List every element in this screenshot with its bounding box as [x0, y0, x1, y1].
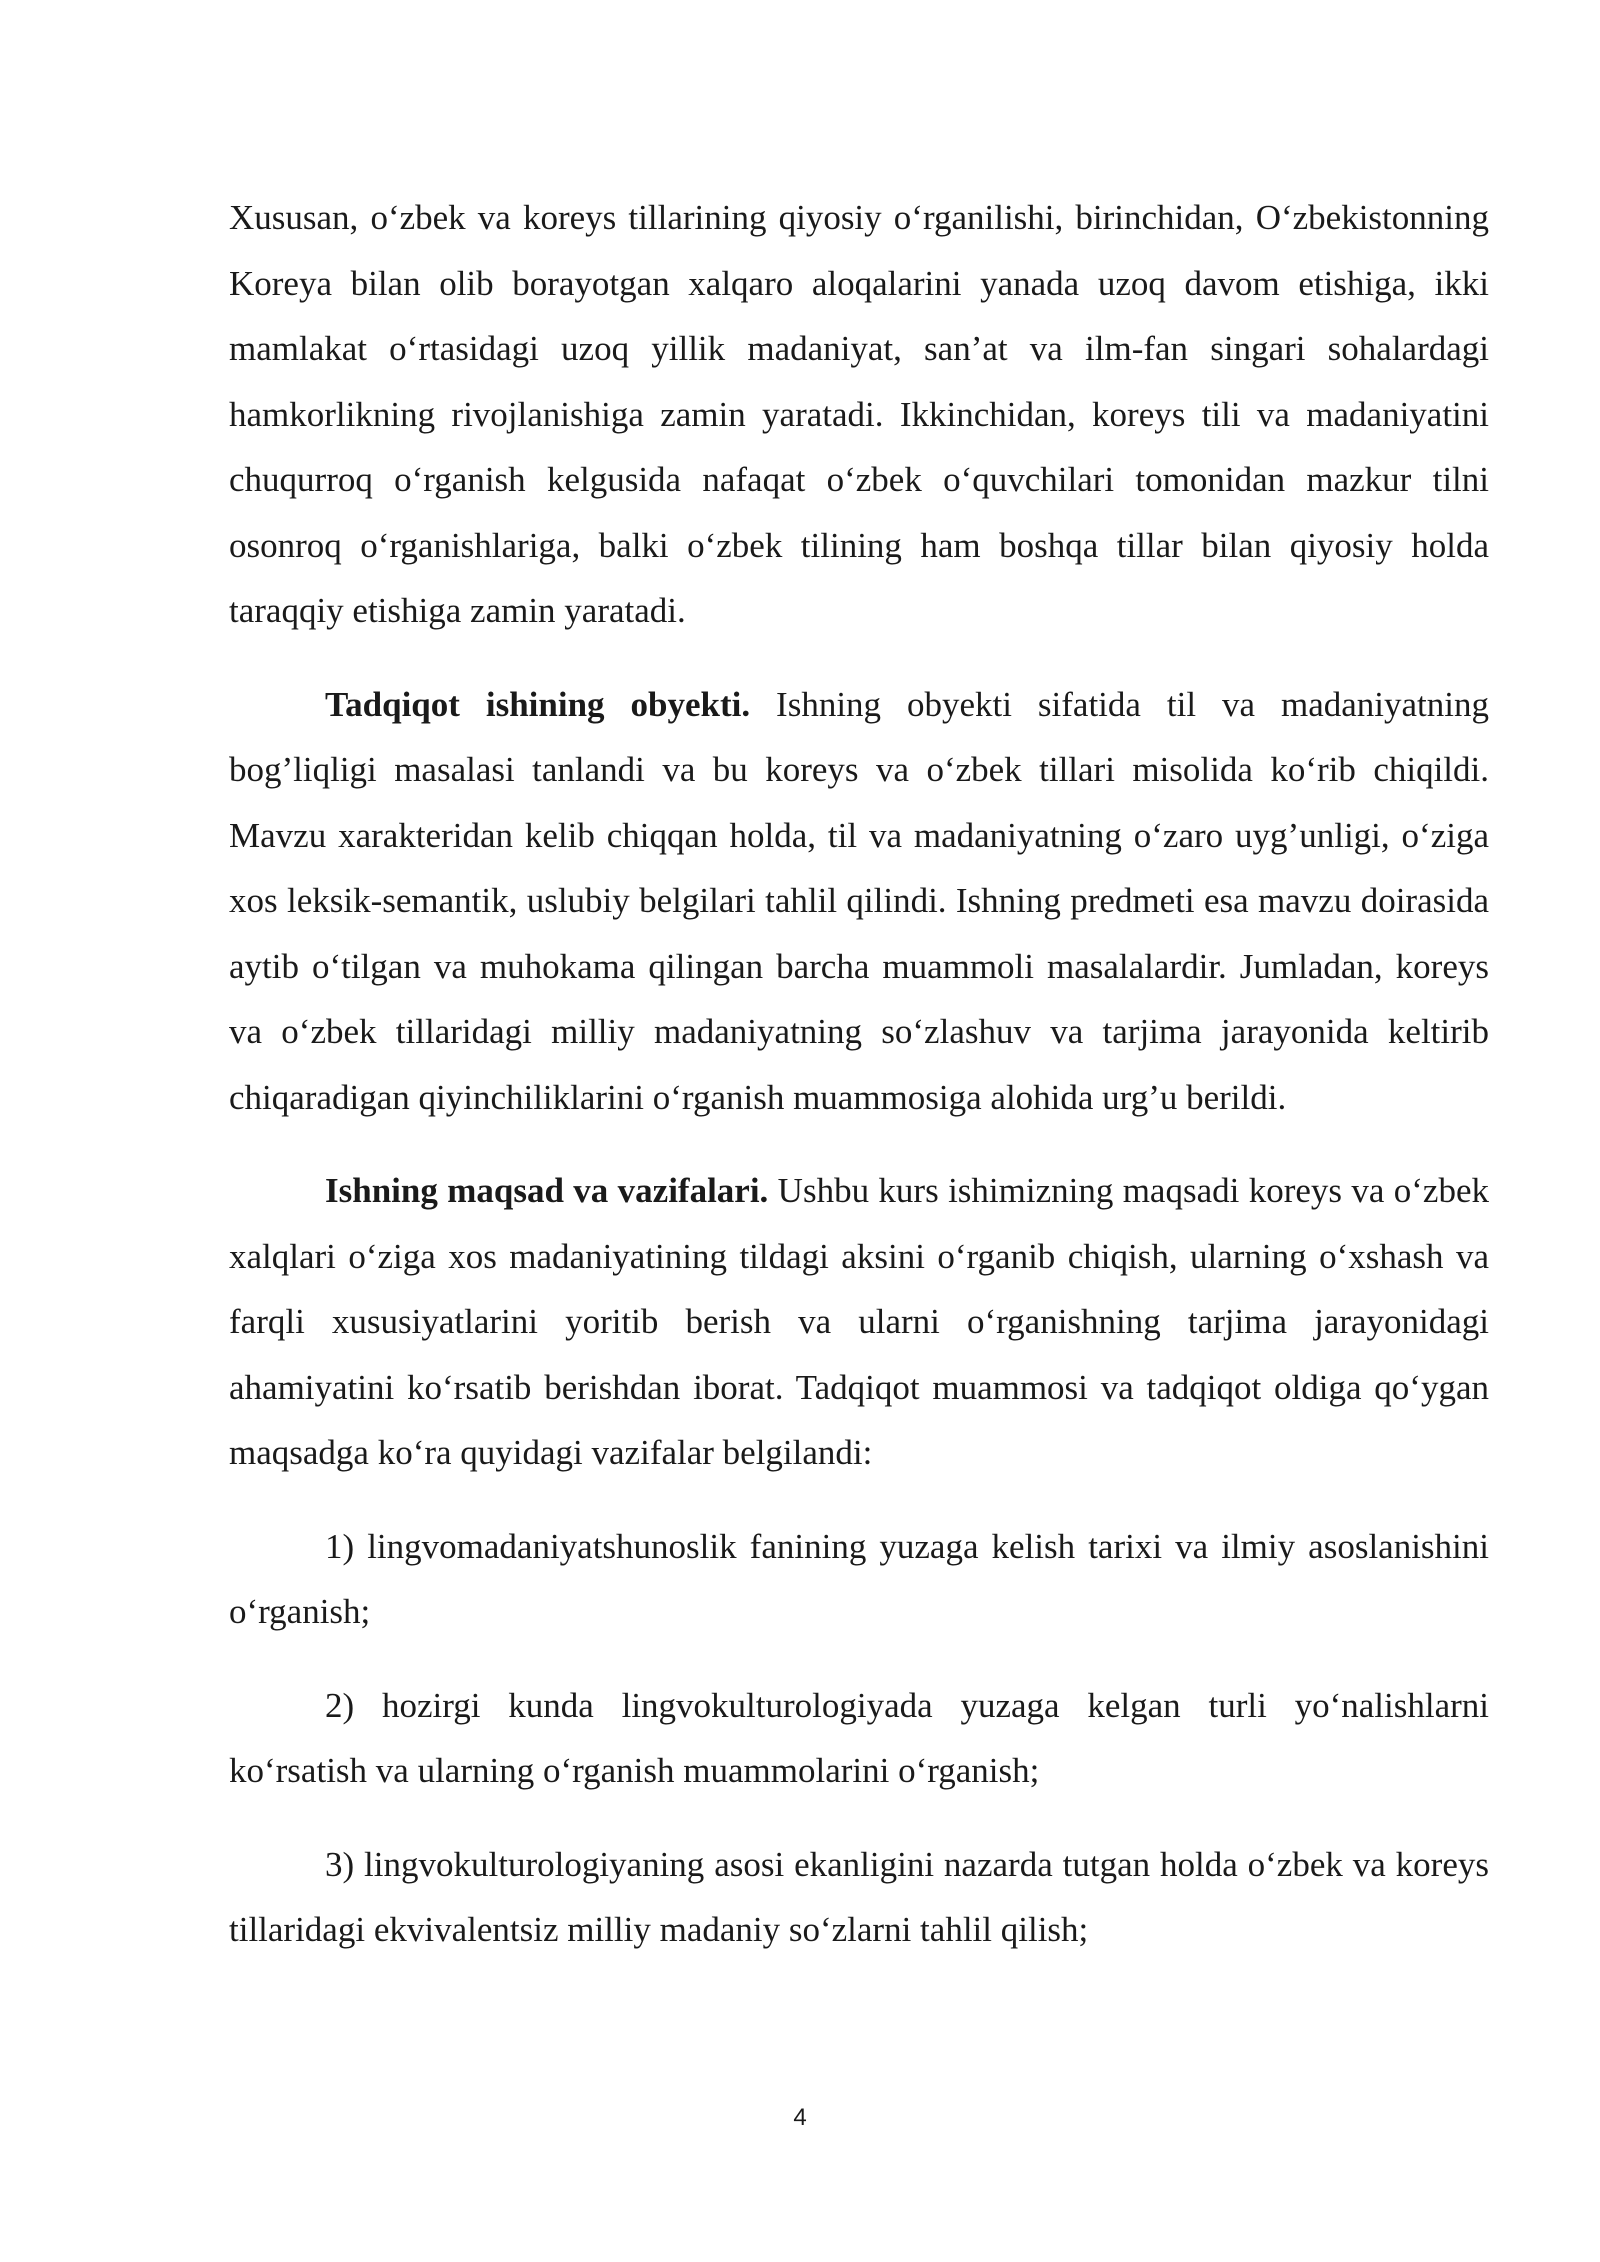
paragraph-goals-tasks: [229, 1158, 1489, 1486]
heading-research-object: Tadqiqot ishining obyekti.: [325, 684, 751, 724]
list-item-1: 1) lingvomadaniyatshunoslik fanining yuzaga kelish tarixi va ilmiy asoslanishini o‘rganish;: [229, 1526, 1489, 1631]
list-item-2: 2) hozirgi kunda lingvokulturologiyada yuzaga kelgan turli yo‘nalishlarni ko‘rsatish va ularning o‘rganish muammolarini o‘rganish;: [229, 1685, 1489, 1790]
heading-goals-tasks: Ishning maqsad va vazifalari.: [325, 1171, 769, 1210]
research-object-text: Ishning obyekti sifatida til va madaniyatning bog’liqligi masalasi tanlandi va bu koreys va o‘zbek tillari misolida ko‘rib chiqildi. Mavzu xarakteridan kelib chiqqan holda, til va madaniyatning o‘zaro uyg’unligi, o‘ziga xos leksik-semantik, uslubiy belgilari tahlil qilindi. Ishning predmeti esa mavzu doirasida aytib o‘tilgan va muhokama qilingan barcha muammoli masalalardir. Jumladan, koreys va o‘zbek tillaridagi milliy madaniyatning so‘zlashuv va tarjima jarayonida keltirib chiqaradigan qiyinchiliklarini o‘rganish muammosiga alohida urg’u berildi.: [229, 684, 1489, 1117]
page-number: 4: [793, 2104, 807, 2131]
goals-tasks-text: Ushbu kurs ishimizning maqsadi koreys va o‘zbek xalqlari o‘ziga xos madaniyatining tildagi aksini o‘rganib chiqish, ularning o‘xshash va farqli xususiyatlarini yoritib berish va ularni o‘rganishning tarjima jarayonidagi ahamiyatini ko‘rsatib berishdan iborat. Tadqiqot muammosi va tadqiqot oldiga qo‘ygan maqsadga ko‘ra quyidagi vazifalar belgilandi:: [229, 1171, 1490, 1472]
list-item-3: 3) lingvokulturologiyaning asosi ekanligini nazarda tutgan holda o‘zbek va koreys tillaridagi ekvivalentsiz milliy madaniy so‘zlarni tahlil qilish;: [229, 1844, 1489, 1949]
paragraph-research-object: [229, 672, 1489, 1131]
document-page: [229, 185, 1489, 1963]
paragraph-intro: Xususan, o‘zbek va koreys tillarining qiyosiy o‘rganilishi, birinchidan, O‘zbekistonning Koreya bilan olib borayotgan xalqaro aloqalarini yanada uzoq davom etishiga, ikki mamlakat o‘rtasidagi uzoq yillik madaniyat, san’at va ilm-fan singari sohalardagi hamkorlikning rivojlanishiga zamin yaratadi. Ikkinchidan, koreys tili va madaniyatini chuqurroq o‘rganish kelgusida nafaqat o‘zbek o‘quvchilari tomonidan mazkur tilni osonroq o‘rganishlariga, balki o‘zbek tilining ham boshqa tillar bilan qiyosiy holda taraqqiy etishiga zamin yaratadi.: [229, 198, 1489, 630]
